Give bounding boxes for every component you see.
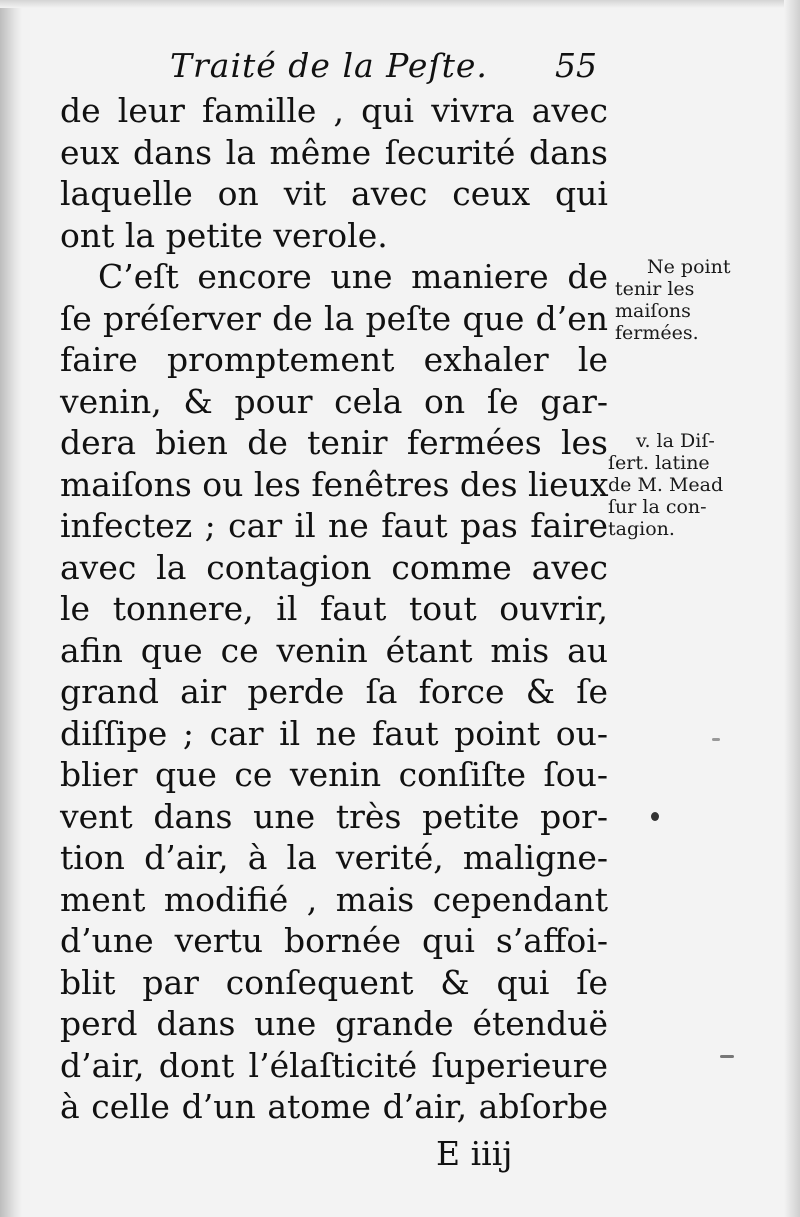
page-header: [170, 46, 610, 90]
text-line: ſe préſerver de la peſte que d’en: [60, 298, 608, 338]
page-number: 55: [555, 46, 597, 85]
text-line: blier que ce venin conſiſte ſou-: [60, 755, 608, 794]
text-line: eux dans la même ſecurité dans: [60, 132, 608, 172]
margin-note-line: fermées.: [615, 322, 699, 344]
margin-note-line: tenir les: [615, 278, 695, 300]
text-line: maiſons ou les fenêtres des lieux: [60, 464, 609, 504]
ink-smudge: [712, 738, 720, 741]
running-title: Traité de la Peſte.: [170, 46, 488, 85]
text-line: faire promptement exhaler le: [60, 340, 608, 379]
margin-note-closed-houses: [615, 256, 730, 344]
signature-mark: E iiij: [436, 1134, 513, 1173]
text-line: ment modifié , mais cependant: [60, 879, 608, 919]
margin-note-line: maiſons: [615, 300, 691, 322]
main-text-block: [60, 90, 608, 1128]
page-shadow-top: [0, 0, 800, 8]
margin-note-line: tagion.: [608, 518, 675, 540]
text-line: vent dans une très petite por-: [60, 796, 608, 836]
text-line: afin que ce venin étant mis au: [60, 630, 608, 670]
ink-smudge: [720, 1055, 734, 1058]
margin-note-line: Ne point: [647, 256, 731, 278]
text-line: à celle d’un atome d’air, abſorbe: [60, 1087, 608, 1126]
paragraph-start-line: C’eſt encore une maniere de: [98, 257, 608, 296]
margin-note-line: ſur la con-: [608, 496, 707, 518]
text-line: perd dans une grande étenduë: [60, 1004, 608, 1043]
text-line: d’une vertu bornée qui s’affoi-: [60, 921, 608, 960]
text-line: blit par conſequent & qui ſe: [60, 962, 608, 1002]
page-shadow-left: [0, 0, 22, 1217]
text-line: laquelle on vit avec ceux qui: [60, 174, 608, 213]
margin-note-line: v. la Diſ-: [636, 430, 715, 452]
text-line: le tonnere, il faut tout ouvrir,: [60, 589, 608, 628]
text-line: ont la petite verole.: [60, 215, 388, 255]
text-line: avec la contagion comme avec: [60, 547, 608, 587]
page-shadow-right: [784, 0, 800, 1217]
text-line: dera bien de tenir fermées les: [60, 423, 608, 462]
text-line: diſſipe ; car il ne faut point ou-: [60, 713, 608, 753]
text-line: grand air perde ſa force & ſe: [60, 672, 608, 711]
text-line: tion d’air, à la verité, maligne-: [60, 838, 608, 877]
margin-note-line: de M. Mead: [608, 474, 724, 496]
text-line: d’air, dont l’élaſticité ſuperieure: [60, 1045, 608, 1085]
text-line: venin, & pour cela on ſe gar-: [60, 381, 608, 421]
text-line: de leur famille , qui vivra avec: [60, 91, 608, 130]
margin-note-line: ſert. latine: [608, 452, 710, 474]
margin-note-reference: [608, 430, 723, 540]
text-line: infectez ; car il ne faut pas faire: [60, 506, 608, 545]
ink-speck: [651, 812, 659, 821]
